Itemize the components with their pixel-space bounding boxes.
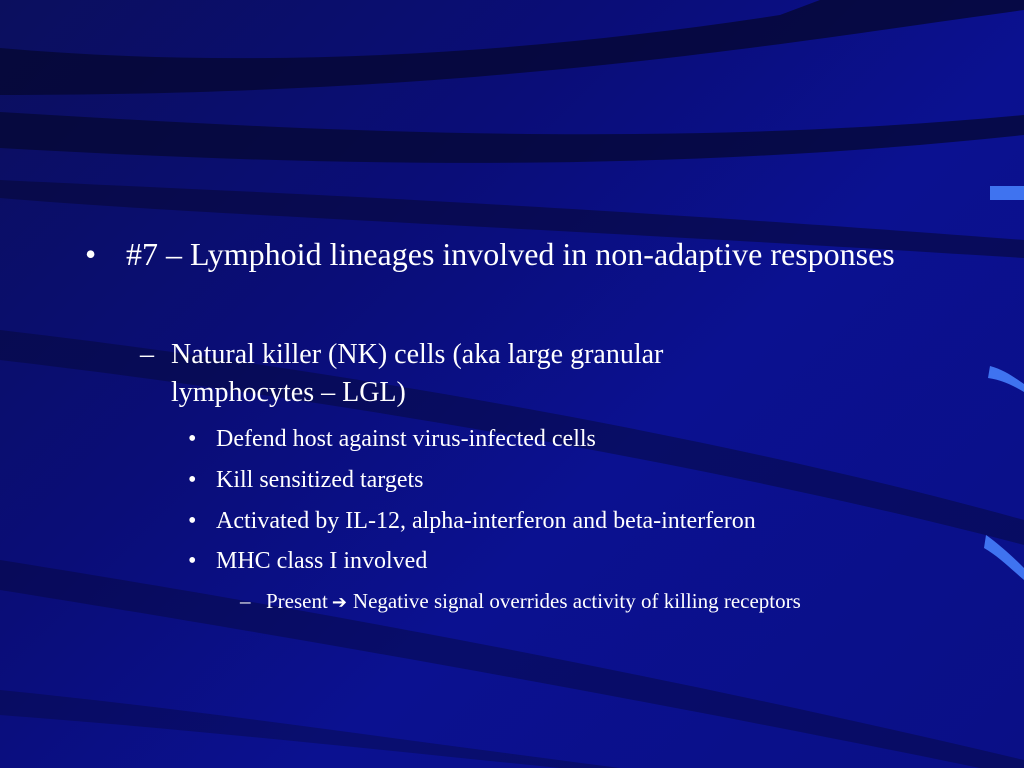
detail-text: Activated by IL-12, alpha-interferon and beta-interferon — [216, 508, 756, 534]
sub-detail-rest: Negative signal overrides activity of killing receptors — [352, 589, 801, 613]
bullet-marker: • — [188, 508, 197, 534]
detail-bullet — [188, 424, 916, 454]
detail-text: MHC class I involved — [216, 548, 428, 574]
detail-bullet — [188, 546, 916, 576]
dash-marker: – — [140, 339, 154, 370]
bullet-marker: • — [188, 467, 197, 493]
bullet-marker: • — [85, 236, 97, 272]
sub-point-text: Natural killer (NK) cells (aka large granular lymphocytes – LGL) — [171, 339, 664, 408]
right-arrow-icon: ➔ — [331, 592, 347, 613]
detail-bullet — [188, 506, 916, 536]
dash-marker: – — [240, 589, 251, 613]
bullet-marker: • — [188, 426, 197, 452]
sub-detail-text — [266, 586, 856, 618]
bullet-marker: • — [188, 548, 197, 574]
detail-text: Defend host against virus-infected cells — [216, 426, 596, 452]
main-point-text: #7 – Lymphoid lineages involved in non-adaptive responses — [126, 236, 895, 272]
sub-detail-bullet — [240, 586, 856, 618]
main-bullet — [85, 233, 946, 276]
sub-detail-lead: Present — [266, 589, 328, 613]
detail-text: Kill sensitized targets — [216, 467, 424, 493]
sub-bullet — [140, 336, 811, 412]
detail-bullet — [188, 465, 916, 495]
